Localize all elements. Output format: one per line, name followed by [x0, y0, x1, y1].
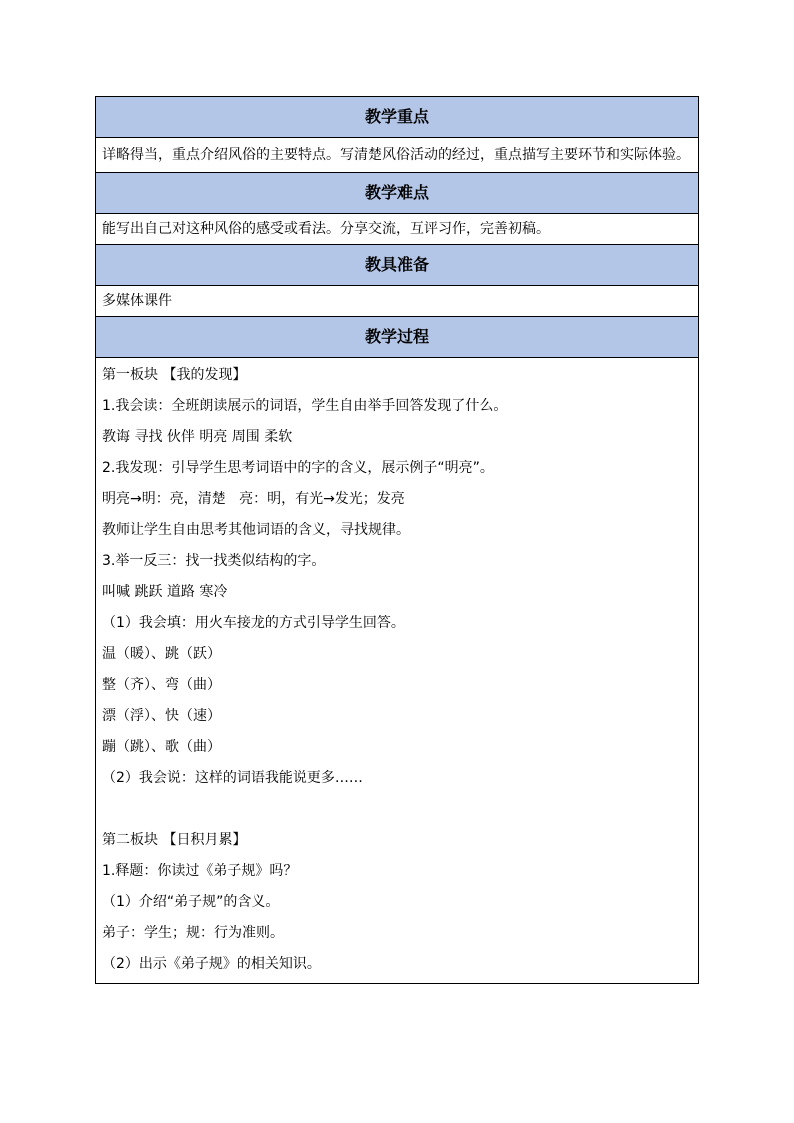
materials-content: 多媒体课件 — [96, 286, 699, 317]
process-heading: 教学过程 — [96, 317, 699, 358]
process-line: 温（暖）、跳（跃） — [102, 646, 221, 662]
process-line: 第二板块 【日积月累】 — [102, 832, 247, 848]
process-line: （1）我会填：用火车接龙的方式引导学生回答。 — [102, 615, 405, 631]
process-line: 弟子：学生；规：行为准则。 — [102, 925, 284, 941]
process-line: 教诲 寻找 伙伴 明亮 周围 柔软 — [102, 429, 293, 445]
process-line: （2）出示《弟子规》的相关知识。 — [102, 956, 321, 972]
process-blank-line — [102, 794, 698, 825]
process-line: 3.举一反三：找一找类似结构的字。 — [102, 553, 326, 569]
process-line: 叫喊 跳跃 道路 寒冷 — [102, 584, 228, 600]
process-line: 明亮→明：亮，清楚 亮：明，有光→发光；发亮 — [102, 491, 405, 507]
process-line: 教师让学生自由思考其他词语的含义，寻找规律。 — [102, 522, 410, 538]
process-line: 整（齐）、弯（曲） — [102, 677, 221, 693]
process-line: 第一板块 【我的发现】 — [102, 367, 247, 383]
process-content — [96, 358, 699, 984]
key-points-heading: 教学重点 — [96, 97, 699, 138]
process-line: 1.我会读：全班朗读展示的词语，学生自由举手回答发现了什么。 — [102, 398, 508, 414]
process-line: （1）介绍“弟子规”的含义。 — [102, 894, 280, 910]
lesson-plan-table — [95, 96, 699, 984]
key-points-content: 详略得当，重点介绍风俗的主要特点。写清楚风俗活动的经过，重点描写主要环节和实际体验。 — [96, 138, 699, 173]
process-line: （2）我会说：这样的词语我能说更多…… — [102, 770, 363, 786]
difficulties-content: 能写出自己对这种风俗的感受或看法。分享交流，互评习作，完善初稿。 — [96, 214, 699, 245]
process-line: 2.我发现：引导学生思考词语中的字的含义，展示例子“明亮”。 — [102, 460, 494, 476]
process-line: 蹦（跳）、歌（曲） — [102, 739, 221, 755]
process-line: 漂（浮）、快（速） — [102, 708, 221, 724]
materials-heading: 教具准备 — [96, 245, 699, 286]
process-line: 1.释题：你读过《弟子规》吗？ — [102, 863, 298, 879]
difficulties-heading: 教学难点 — [96, 173, 699, 214]
